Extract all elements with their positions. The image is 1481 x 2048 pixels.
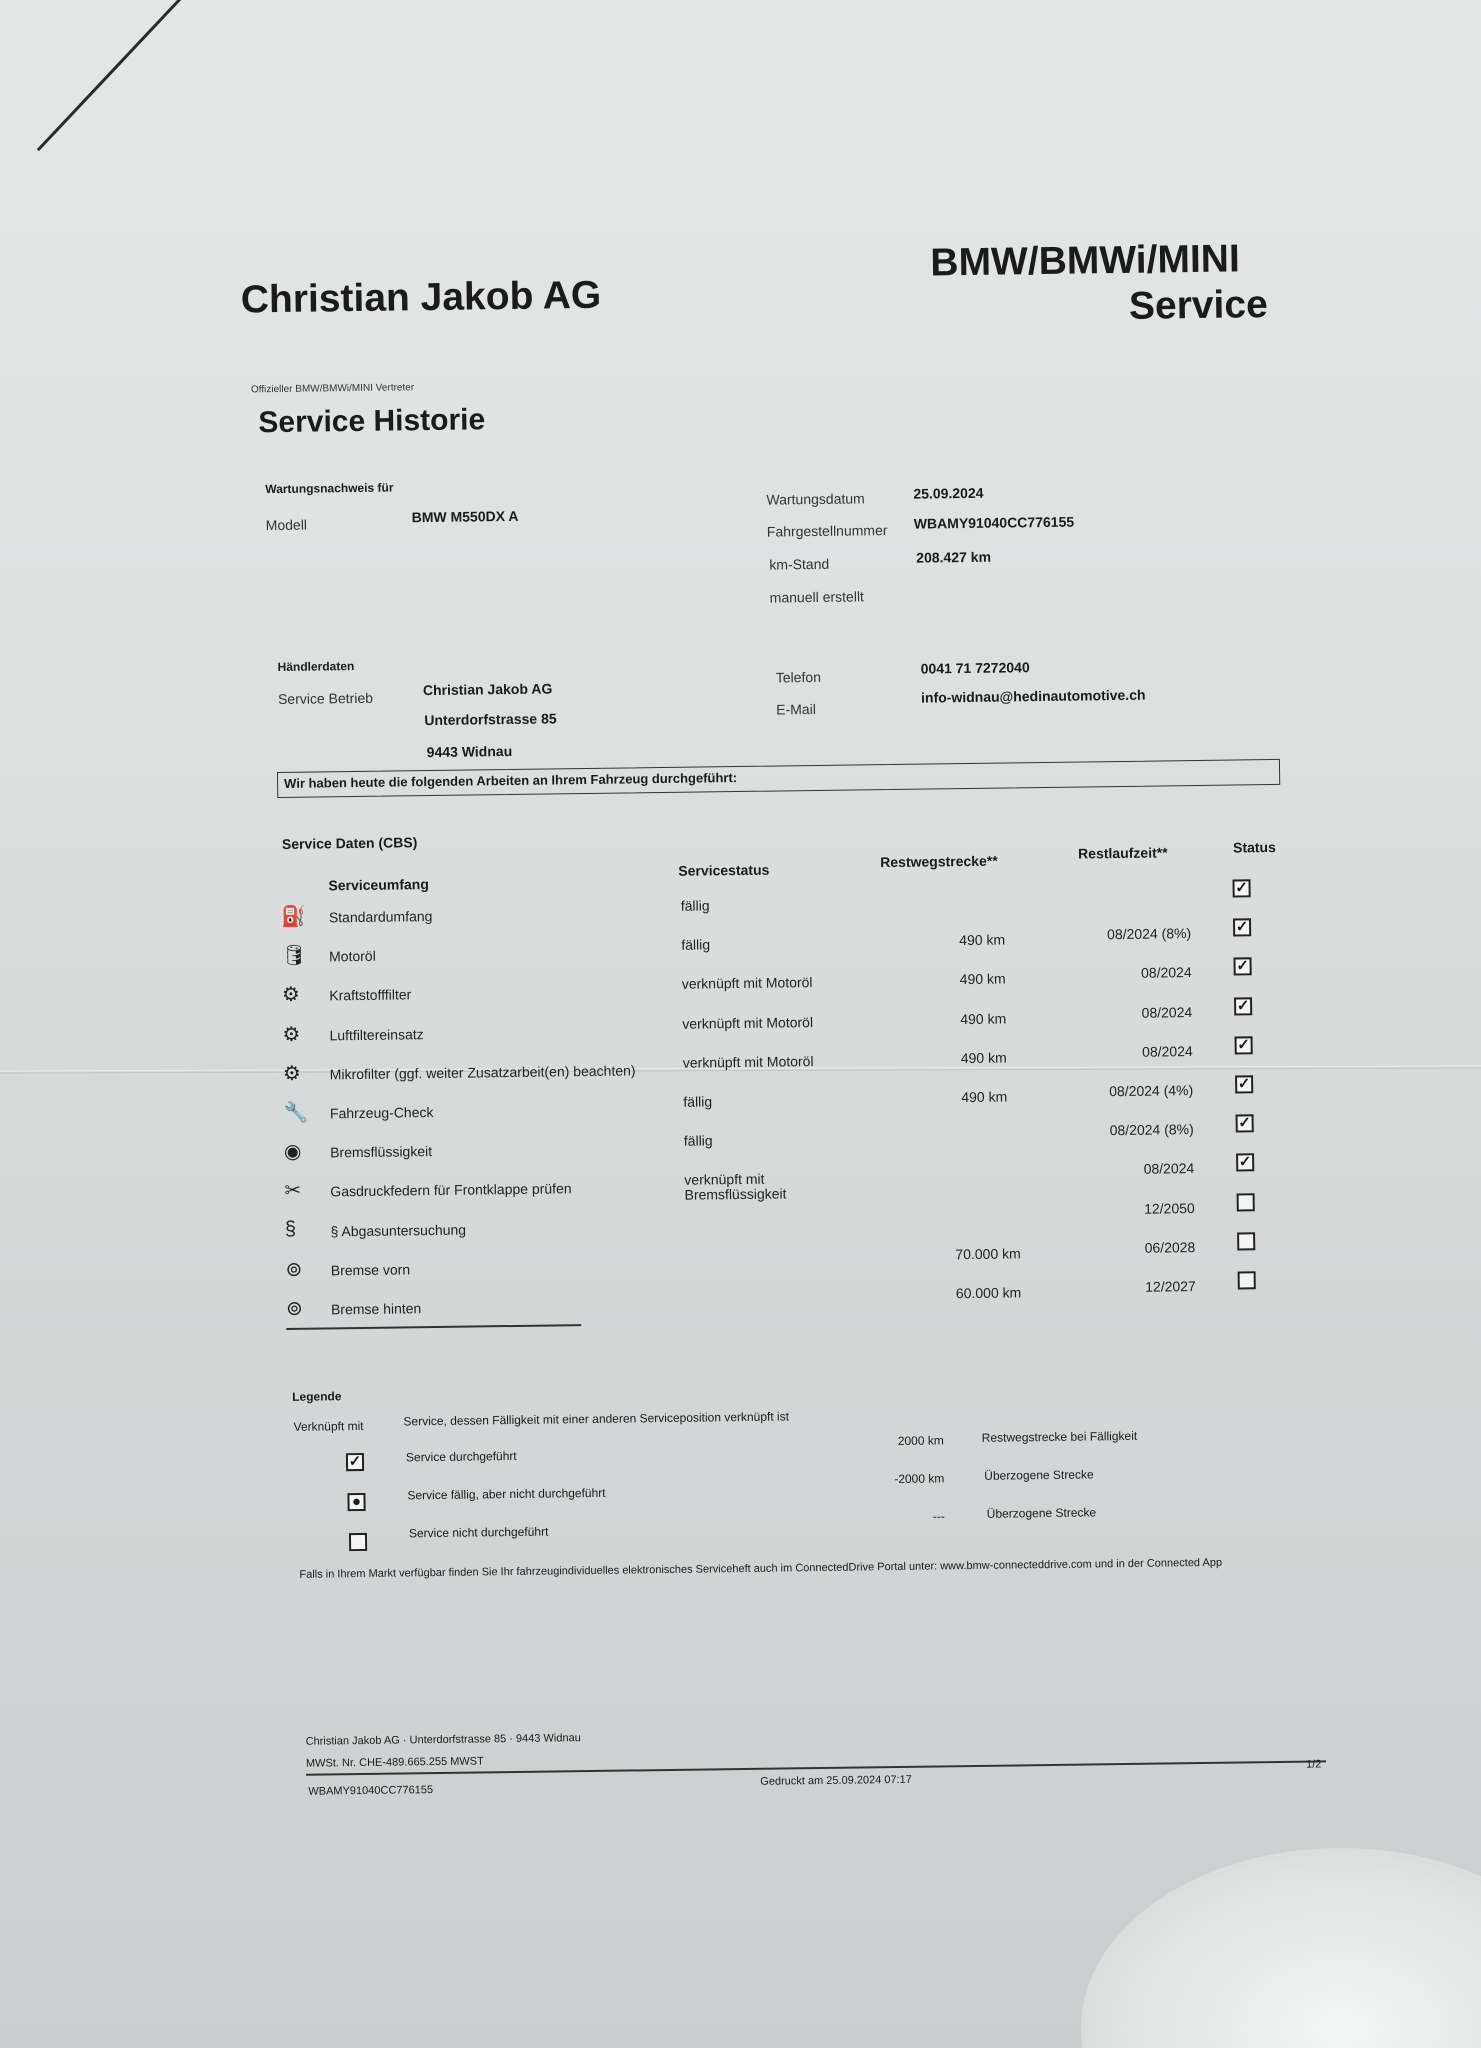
dealer-name: Christian Jakob AG <box>422 680 553 699</box>
email-label: E-Mail <box>776 700 816 718</box>
exhaust-test-icon: § <box>284 1217 297 1240</box>
legend-notdone-checkbox <box>349 1533 367 1551</box>
connected-drive-note: Falls in Ihrem Markt verfügbar finden Sie Ihr fahrzeugindividuelles elektronisches Serviceheft auch im ConnectedDrive Portal unter: www.bmw-connecteddrive.com und in der Connected App <box>299 1556 1223 1581</box>
status-checkbox-checked: ✓ <box>1232 879 1250 897</box>
service-item-name: Luftfiltereinsatz <box>329 1026 424 1044</box>
remaining-time: 12/2050 <box>1144 1200 1195 1217</box>
dealer-section-label: Händlerdaten <box>277 659 355 675</box>
model-label: Modell <box>265 516 308 534</box>
service-status <box>685 1211 835 1213</box>
footer-vat: MWSt. Nr. CHE-489.665.255 MWST <box>305 1755 484 1770</box>
legend-km1-desc: Restwegstrecke bei Fälligkeit <box>981 1428 1138 1445</box>
legend-due-desc: Service fällig, aber nicht durchgeführt <box>407 1485 606 1503</box>
col-status-header: Servicestatus <box>678 861 770 879</box>
service-status: verknüpft mit Motoröl <box>682 1053 814 1071</box>
status-checkbox-empty <box>1238 1271 1256 1289</box>
service-status <box>686 1289 836 1291</box>
service-item-name: Fahrzeug-Check <box>329 1104 434 1122</box>
brand-line2: Service <box>1128 283 1269 328</box>
col-remaining-time-header: Restlaufzeit** <box>1078 844 1168 862</box>
service-item-name: Bremsflüssigkeit <box>330 1143 433 1161</box>
micro-filter-icon: ⚙ <box>282 1062 302 1085</box>
service-item-name: Standardumfang <box>328 908 433 926</box>
email-value: info-widnau@hedinautomotive.ch <box>920 686 1146 706</box>
brand-line1: BMW/BMWi/MINI <box>930 237 1241 285</box>
footer-page-number: 1/2 <box>1305 1758 1322 1771</box>
vin-label: Fahrgestellnummer <box>766 522 888 540</box>
doc-title: Service Historie <box>258 403 486 440</box>
service-item-name: Bremse vorn <box>330 1261 411 1279</box>
col-scope-header: Serviceumfang <box>328 876 429 894</box>
air-filter-icon: ⚙ <box>282 1023 301 1046</box>
legend-notdone-desc: Service nicht durchgeführt <box>408 1524 549 1541</box>
status-checkbox-checked: ✓ <box>1233 918 1251 936</box>
dealer-street: Unterdorfstrasse 85 <box>424 710 557 729</box>
status-checkbox-checked: ✓ <box>1233 957 1251 975</box>
legend-km2-desc: Überzogene Strecke <box>984 1467 1094 1483</box>
service-section-title: Service Daten (CBS) <box>281 834 418 852</box>
remaining-time: 08/2024 <box>1141 1043 1193 1060</box>
footer-address: Christian Jakob AG · Unterdorfstrasse 85 · 9443 Widnau <box>305 1732 581 1748</box>
service-item-name: Gasdruckfedern für Frontklappe prüfen <box>330 1180 572 1200</box>
remaining-time: 08/2024 <box>1143 1160 1195 1177</box>
remaining-km: 490 km <box>959 931 1006 949</box>
status-checkbox-checked: ✓ <box>1236 1153 1254 1171</box>
service-status: verknüpft mit Bremsflüssigkeit <box>684 1170 787 1203</box>
service-status: verknüpft mit Motoröl <box>681 974 813 992</box>
status-checkbox-empty <box>1237 1193 1255 1211</box>
status-checkbox-checked: ✓ <box>1235 1036 1253 1054</box>
footer-printed: Gedruckt am 25.09.2024 07:17 <box>760 1773 912 1788</box>
service-status: fällig <box>683 1132 713 1149</box>
remaining-time: 06/2028 <box>1144 1239 1196 1256</box>
table-end-rule <box>286 1324 581 1330</box>
model-value: BMW M550DX A <box>411 507 519 526</box>
date-label: Wartungsdatum <box>766 490 865 508</box>
remaining-time: 08/2024 <box>1141 1004 1193 1021</box>
col-remaining-km-header: Restwegstrecke** <box>880 852 998 871</box>
service-item-name: Motoröl <box>328 947 376 965</box>
km-label: km-Stand <box>769 555 830 573</box>
legend-done-checkbox: ✓ <box>346 1453 364 1471</box>
service-item-name: Bremse hinten <box>330 1300 422 1318</box>
date-value: 25.09.2024 <box>913 484 984 502</box>
footer-vin: WBAMY91040CC776155 <box>308 1784 434 1798</box>
brake-front-icon: ⊚ <box>285 1258 303 1281</box>
service-status: fällig <box>681 936 711 953</box>
legend-due-checkbox: ● <box>347 1493 365 1511</box>
status-checkbox-empty <box>1237 1232 1255 1250</box>
legend-linked-term: Verknüpft mit <box>293 1418 364 1434</box>
phone-label: Telefon <box>775 668 822 686</box>
service-item-name: Mikrofilter (ggf. weiter Zusatzarbeit(en) beachten) <box>329 1062 636 1083</box>
remaining-km: 490 km <box>960 1049 1007 1067</box>
col-status-check-header: Status <box>1232 838 1276 856</box>
service-standard-icon: ⛽ <box>280 905 306 929</box>
vehicle-section-label: Wartungsnachweis für <box>265 480 394 497</box>
service-status <box>685 1250 835 1252</box>
remaining-time: 08/2024 (8%) <box>1107 925 1192 943</box>
brake-fluid-icon: ◉ <box>283 1140 302 1163</box>
service-operator-label: Service Betrieb <box>277 689 374 708</box>
manual-note: manuell erstellt <box>769 588 864 606</box>
remaining-time: 12/2027 <box>1145 1278 1196 1295</box>
remaining-km: 490 km <box>961 1088 1008 1106</box>
legend-title: Legende <box>292 1389 342 1404</box>
status-checkbox-checked: ✓ <box>1235 1075 1253 1093</box>
remaining-time: 08/2024 (8%) <box>1109 1121 1194 1139</box>
company-name: Christian Jakob AG <box>240 273 602 322</box>
remaining-km: 490 km <box>960 1010 1007 1028</box>
status-checkbox-checked: ✓ <box>1236 1114 1254 1132</box>
legend-linked-desc: Service, dessen Fälligkeit mit einer anderen Serviceposition verknüpft ist <box>403 1409 790 1429</box>
legend-km1: 2000 km <box>897 1433 944 1448</box>
brake-rear-icon: ⊚ <box>285 1297 303 1320</box>
dealer-subtitle: Offizieller BMW/BMWi/MINI Vertreter <box>250 382 415 396</box>
engine-oil-icon: 🛢 <box>281 944 307 967</box>
remaining-km: 70.000 km <box>955 1245 1021 1263</box>
legend-km3-desc: Überzogene Strecke <box>986 1505 1097 1521</box>
legend-done-desc: Service durchgeführt <box>405 1448 517 1465</box>
phone-value: 0041 71 7272040 <box>920 659 1030 677</box>
service-status: fällig <box>680 897 710 914</box>
service-status: fällig <box>683 1093 713 1110</box>
pen-stroke <box>37 0 193 151</box>
status-checkbox-checked: ✓ <box>1234 997 1252 1015</box>
fuel-filter-icon: ⚙ <box>281 983 300 1006</box>
vehicle-check-icon: 🔧 <box>283 1101 309 1124</box>
km-value: 208.427 km <box>916 548 992 566</box>
vin-value: WBAMY91040CC776155 <box>913 513 1075 532</box>
remaining-km: 490 km <box>959 970 1006 988</box>
service-item-name: Kraftstofffilter <box>329 986 412 1004</box>
dealer-city: 9443 Widnau <box>426 742 513 761</box>
service-item-name: § Abgasuntersuchung <box>330 1221 467 1240</box>
work-performed-box: Wir haben heute die folgenden Arbeiten an Ihrem Fahrzeug durchgeführt: <box>277 759 1280 798</box>
remaining-km: 60.000 km <box>955 1284 1022 1302</box>
remaining-time: 08/2024 <box>1140 964 1192 981</box>
service-status: verknüpft mit Motoröl <box>682 1014 814 1032</box>
legend-km3: --- <box>932 1509 945 1524</box>
legend-km2: -2000 km <box>894 1471 945 1487</box>
gas-spring-icon: ✂ <box>284 1179 302 1202</box>
remaining-time: 08/2024 (4%) <box>1109 1082 1194 1100</box>
